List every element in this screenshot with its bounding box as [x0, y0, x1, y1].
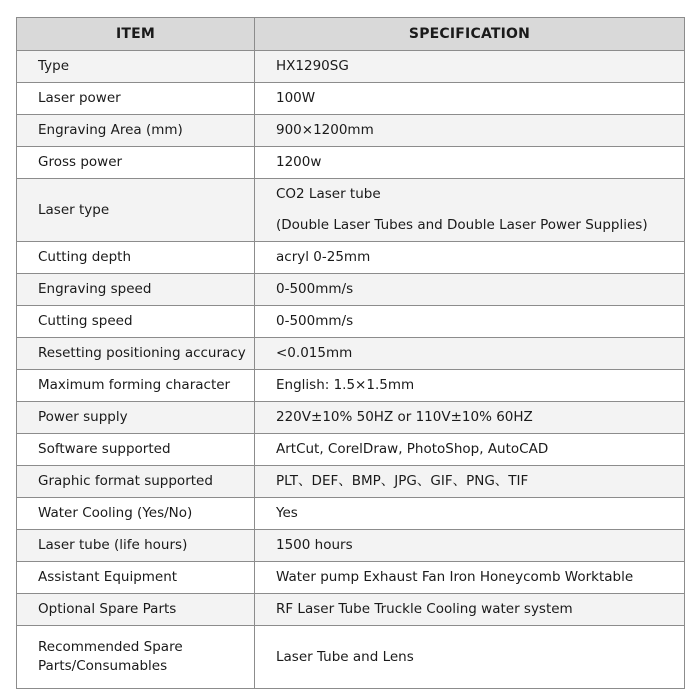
row-item-cell — [17, 179, 255, 242]
table-row — [17, 466, 685, 498]
row-spec-cell — [255, 147, 685, 179]
spec-value: 220V±10% 50HZ or 110V±10% 60HZ — [276, 409, 533, 425]
item-label: Engraving Area (mm) — [38, 122, 183, 138]
table-row — [17, 242, 685, 274]
row-spec-cell — [255, 83, 685, 115]
row-spec-cell — [255, 338, 685, 370]
table-row — [17, 83, 685, 115]
table-row — [17, 594, 685, 626]
table-row — [17, 306, 685, 338]
table-header-row — [17, 18, 685, 51]
spec-value: 900×1200mm — [276, 122, 374, 138]
spec-value: RF Laser Tube Truckle Cooling water system — [276, 601, 573, 617]
row-item-cell — [17, 594, 255, 626]
row-item-cell — [17, 147, 255, 179]
item-label: Parts/Consumables — [38, 658, 168, 674]
item-label: Water Cooling (Yes/No) — [38, 505, 193, 521]
column-header-specification: SPECIFICATION — [255, 18, 685, 51]
row-spec-cell — [255, 179, 685, 242]
row-item-cell — [17, 338, 255, 370]
row-spec-cell — [255, 530, 685, 562]
table-row — [17, 434, 685, 466]
row-item-cell — [17, 402, 255, 434]
table-row — [17, 530, 685, 562]
spec-value: Yes — [276, 505, 298, 521]
item-label: Optional Spare Parts — [38, 601, 177, 617]
table-body — [17, 51, 685, 689]
row-spec-cell — [255, 242, 685, 274]
row-item-cell — [17, 530, 255, 562]
row-item-cell — [17, 466, 255, 498]
item-label: Maximum forming character — [38, 377, 231, 393]
spec-value: Laser Tube and Lens — [276, 648, 414, 665]
spec-value: ArtCut, CorelDraw, PhotoShop, AutoCAD — [276, 441, 549, 457]
item-label: Recommended Spare — [38, 639, 183, 655]
row-item-cell — [17, 370, 255, 402]
table-row — [17, 274, 685, 306]
spec-table-container — [16, 17, 685, 689]
row-spec-cell — [255, 370, 685, 402]
row-spec-cell — [255, 562, 685, 594]
spec-value: 0-500mm/s — [276, 313, 354, 329]
spec-value: 1500 hours — [276, 537, 353, 553]
row-item-cell — [17, 115, 255, 147]
spec-value: <0.015mm — [276, 345, 353, 361]
item-label: Resetting positioning accuracy — [38, 345, 246, 361]
item-label: Graphic format supported — [38, 473, 213, 489]
item-label: Gross power — [38, 154, 123, 170]
item-label: Cutting depth — [38, 249, 132, 265]
row-spec-cell — [255, 115, 685, 147]
table-row — [17, 115, 685, 147]
row-spec-cell — [255, 306, 685, 338]
table-row — [17, 498, 685, 530]
table-row — [17, 402, 685, 434]
spec-value: 1200w — [276, 154, 322, 170]
item-label: Type — [38, 58, 70, 74]
row-spec-cell — [255, 498, 685, 530]
spec-value: English: 1.5×1.5mm — [276, 377, 415, 393]
table-row — [17, 147, 685, 179]
item-label: Engraving speed — [38, 281, 152, 297]
row-spec-cell — [255, 274, 685, 306]
table-row — [17, 562, 685, 594]
item-label: Cutting speed — [38, 313, 133, 329]
row-item-cell — [17, 562, 255, 594]
row-item-cell — [17, 274, 255, 306]
row-item-cell — [17, 83, 255, 115]
row-item-cell — [17, 242, 255, 274]
spec-value: Water pump Exhaust Fan Iron Honeycomb Worktable — [276, 569, 634, 585]
row-item-cell — [17, 626, 255, 689]
column-header-item: ITEM — [17, 18, 255, 51]
spec-value: (Double Laser Tubes and Double Laser Power Supplies) — [276, 217, 648, 233]
spec-value: 0-500mm/s — [276, 281, 354, 297]
row-item-cell — [17, 498, 255, 530]
table-row — [17, 370, 685, 402]
item-label: Software supported — [38, 441, 171, 457]
item-label: Laser tube (life hours) — [38, 537, 188, 553]
item-label: Assistant Equipment — [38, 569, 178, 585]
item-label: Laser power — [38, 90, 121, 106]
table-row — [17, 51, 685, 83]
row-item-cell — [17, 306, 255, 338]
item-label: Laser type — [38, 201, 110, 218]
item-label: Power supply — [38, 409, 128, 425]
spec-value: 100W — [276, 90, 316, 106]
spec-value: acryl 0-25mm — [276, 249, 371, 265]
row-spec-cell — [255, 466, 685, 498]
spec-value: CO2 Laser tube — [276, 186, 381, 202]
spec-value: HX1290SG — [276, 58, 349, 74]
table-row — [17, 338, 685, 370]
row-spec-cell — [255, 594, 685, 626]
row-spec-cell — [255, 626, 685, 689]
row-item-cell — [17, 51, 255, 83]
row-spec-cell — [255, 434, 685, 466]
specification-table — [16, 17, 685, 689]
row-spec-cell — [255, 51, 685, 83]
row-spec-cell — [255, 402, 685, 434]
row-item-cell — [17, 434, 255, 466]
spec-value: PLT、DEF、BMP、JPG、GIF、PNG、TIF — [276, 473, 529, 489]
table-row — [17, 626, 685, 689]
table-row — [17, 179, 685, 242]
